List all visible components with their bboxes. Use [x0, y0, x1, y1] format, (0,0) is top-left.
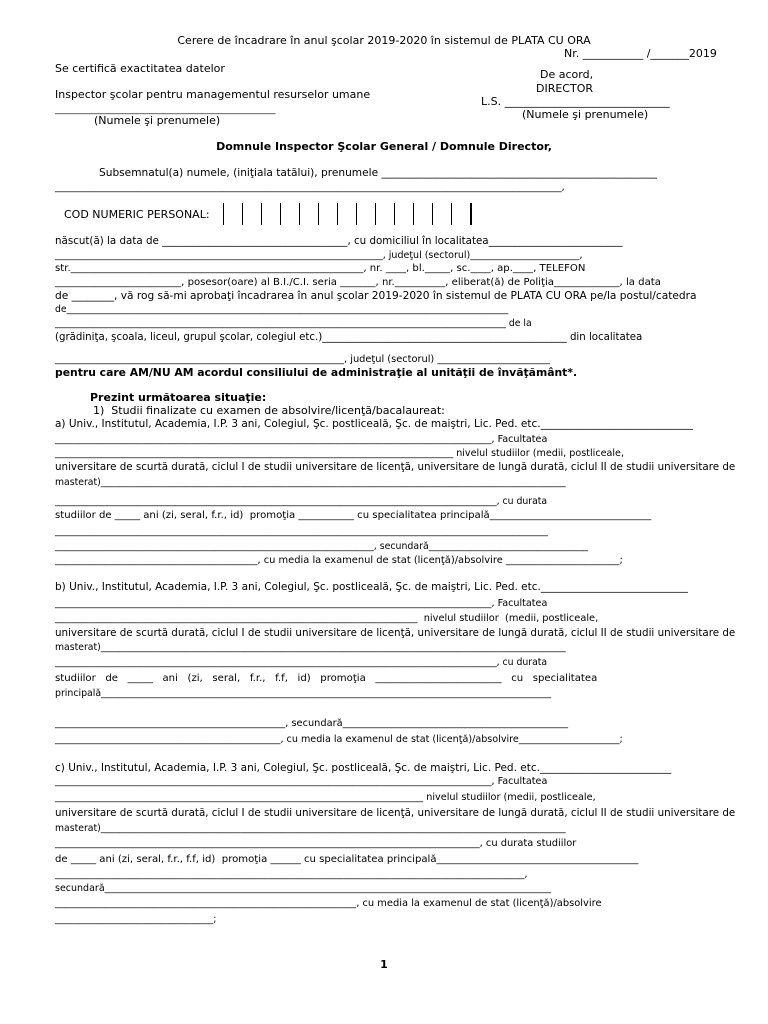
document-title: Cerere de încadrare în anul şcolar 2019-2020 în sistemul de PLATA CU ORA — [177, 34, 591, 47]
studies-item-1: 1) Studii finalizate cu examen de absolvire/licenţă/bacalaureat: — [93, 404, 445, 417]
section-c-line: secundară______________________________________________________________________________________________ — [55, 883, 552, 894]
section-b-line: b) Univ., Institutul, Academia, I.P. 3 ani, Colegiul, Şc. postliceală, Şc. de maiştri, Lic. Ped. etc.____________________________ — [55, 581, 688, 593]
cnp-box[interactable] — [337, 203, 356, 225]
cnp-box[interactable] — [242, 203, 261, 225]
form-line: str.__________________________________________________________, nr. ____, bl._____, sc.____, ap.____, TELEFON — [55, 263, 586, 274]
cnp-box[interactable] — [375, 203, 394, 225]
cnp-boxes[interactable] — [223, 203, 472, 225]
section-a-line: masterat)____________________________________________________________________________________________________ — [55, 477, 566, 488]
section-c-line: universitare de scurtă durată, ciclul I de studii universitare de licenţă, universitare de lungă durată, ciclul II de studii universitare de — [55, 807, 736, 819]
cnp-box[interactable] — [394, 203, 413, 225]
director-label: DIRECTOR — [536, 82, 594, 95]
section-c-line: _____________________________________________________________, cu media la examenul de stat (licenţă)/absolvire — [55, 898, 602, 909]
cnp-box[interactable] — [299, 203, 318, 225]
section-b-line: _______________________________________________, secundară______________________________________________ — [55, 718, 568, 729]
cnp-box[interactable] — [413, 203, 432, 225]
section-b-line: _______________________________________________, cu media la examenul de stat (licenţă)/absolvire_____________________; — [55, 734, 623, 745]
inspector-name-caption: (Numele şi prenumele) — [94, 114, 221, 127]
board-approval-line: pentru care AM/NU AM acordul consiliului de administraţie al unităţii de învăţământ*. — [55, 366, 578, 379]
section-a-line: ___________________________________________________________________________________ nivelul studiilor (medii, postliceale, — [55, 448, 625, 459]
cnp-box[interactable] — [470, 203, 472, 225]
section-c-line: c) Univ., Institutul, Academia, I.P. 3 ani, Colegiul, Şc. postliceală, Şc. de maiştri, Lic. Ped. etc._________________________ — [55, 762, 672, 774]
approval-text: De acord, — [540, 68, 594, 81]
section-a-line: ___________________________________________________________________________________________, Facultatea — [55, 434, 548, 445]
section-b-line: __________________________________________________________________________ nivelul studiilor (medii, postliceale, — [55, 613, 599, 624]
form-line: născut(ă) la data de ____________________________________, cu domiciliul în localitatea__________________________ — [55, 235, 623, 247]
section-b-line: studiilor de _____ ani (zi, seral, f.r., f.f, id) promoţia _________________________ cu specialitatea — [55, 673, 598, 684]
section-b-line: principală________________________________________________________________________________________________ — [55, 688, 552, 699]
section-c-line: ____________________________________________________________________________ nivelul studiilor (medii, postliceale, — [55, 792, 596, 803]
section-c-line: ______________________________________________________________________________________, cu durata studiilor — [55, 838, 577, 849]
salutation: Domnule Inspector Şcolar General / Domnule Director, — [216, 140, 552, 153]
registration-number-line: Nr. ___________ /_______2019 — [564, 47, 717, 60]
form-line: _____________________________________________________________________________________________________________, — [55, 182, 565, 193]
inspector-signature-line: _________________________________________________ — [55, 105, 276, 115]
form-line: Subsemnatul(a) numele, (iniţiala tatălui), prenumele ____________________________________________________ — [99, 167, 657, 179]
director-name-caption: (Numele şi prenumele) — [522, 108, 649, 121]
section-a-line: _________________________________________, cu media la examenul de stat (licenţă)/absolvire _______________________; — [55, 555, 623, 566]
section-c-line: masterat)____________________________________________________________________________________________________ — [55, 823, 566, 834]
cnp-box[interactable] — [432, 203, 451, 225]
form-line: _________________________________________________________________________________________________ de la — [55, 318, 532, 329]
cnp-box[interactable] — [318, 203, 337, 225]
section-b-line: ___________________________________________________________________________________________, Facultatea — [55, 598, 548, 609]
form-line: de_______________________________________________________________________________________________ — [55, 304, 509, 315]
section-a-line: ____________________________________________________________________, secundară__________________________________ — [55, 541, 589, 552]
cnp-box[interactable] — [280, 203, 299, 225]
section-b-line: universitare de scurtă durată, ciclul I de studii universitare de licenţă, universitare de lungă durată, ciclul II de studii universitare de — [55, 627, 736, 639]
cnp-label: COD NUMERIC PERSONAL: — [64, 208, 210, 221]
cnp-box[interactable] — [451, 203, 470, 225]
section-b-line: _______________________________________________________________________________________________, cu durata — [55, 657, 548, 668]
section-a-line: studiilor de _____ ani (zi, seral, f.r., id) promoţia ___________ cu specialitatea principală________________________________ — [55, 510, 652, 521]
section-a-line: _______________________________________________________________________________________________, cu durata — [55, 496, 548, 507]
section-c-line: de _____ ani (zi, seral, f.r., f.f, id) promoţia ______ cu specialitatea principală________________________________________ — [55, 854, 639, 865]
form-line: de ________, vă rog să-mi aprobaţi încadrarea în anul şcolar 2019-2020 în sistemul de PLATA CU ORA pe/la postul/catedra — [55, 290, 697, 302]
section-c-line: _________________________________; — [55, 914, 217, 925]
stamp-line: L.S. ______________________________ — [481, 95, 670, 108]
cnp-box[interactable] — [261, 203, 280, 225]
form-line: (grădiniţa, şcoala, liceul, grupul şcolar, colegiul etc.)________________________________________________ din localitatea — [55, 332, 643, 343]
section-a-line: __________________________________________________________________________________________________________ — [55, 526, 548, 537]
section-b-line: masterat)____________________________________________________________________________________________________ — [55, 642, 566, 653]
form-line: _________________________, posesor(oare) al B.I./C.I. seria _______, nr.__________, eliberat(ă) de Poliţia_____________, la data — [55, 277, 661, 288]
cnp-box[interactable] — [223, 203, 242, 225]
inspector-label: Inspector şcolar pentru managementul resurselor umane — [55, 88, 371, 101]
situation-heading: Prezint următoarea situaţie: — [90, 391, 267, 404]
page-number: 1 — [380, 958, 388, 971]
cnp-box[interactable] — [356, 203, 375, 225]
form-line: _____________________________________________________________________, judeţul (sectorul)_______________________, — [55, 250, 583, 261]
certify-text: Se certifică exactitatea datelor — [55, 62, 225, 75]
form-line: ___________________________________________________________, judeţul (sectorul) _______________________ — [55, 354, 551, 365]
section-a-line: a) Univ., Institutul, Academia, I.P. 3 ani, Colegiul, Şc. postliceală, Şc. de maiştri, Lic. Ped. etc._____________________________ — [55, 418, 693, 430]
section-a-line: universitare de scurtă durată, ciclul I de studii universitare de licenţă, universitare de lungă durată, ciclul II de studii universitare de — [55, 461, 736, 473]
section-c-line: ___________________________________________________________________________________________, Facultatea — [55, 776, 548, 787]
section-c-line: _____________________________________________________________________________________________________, — [55, 869, 528, 880]
